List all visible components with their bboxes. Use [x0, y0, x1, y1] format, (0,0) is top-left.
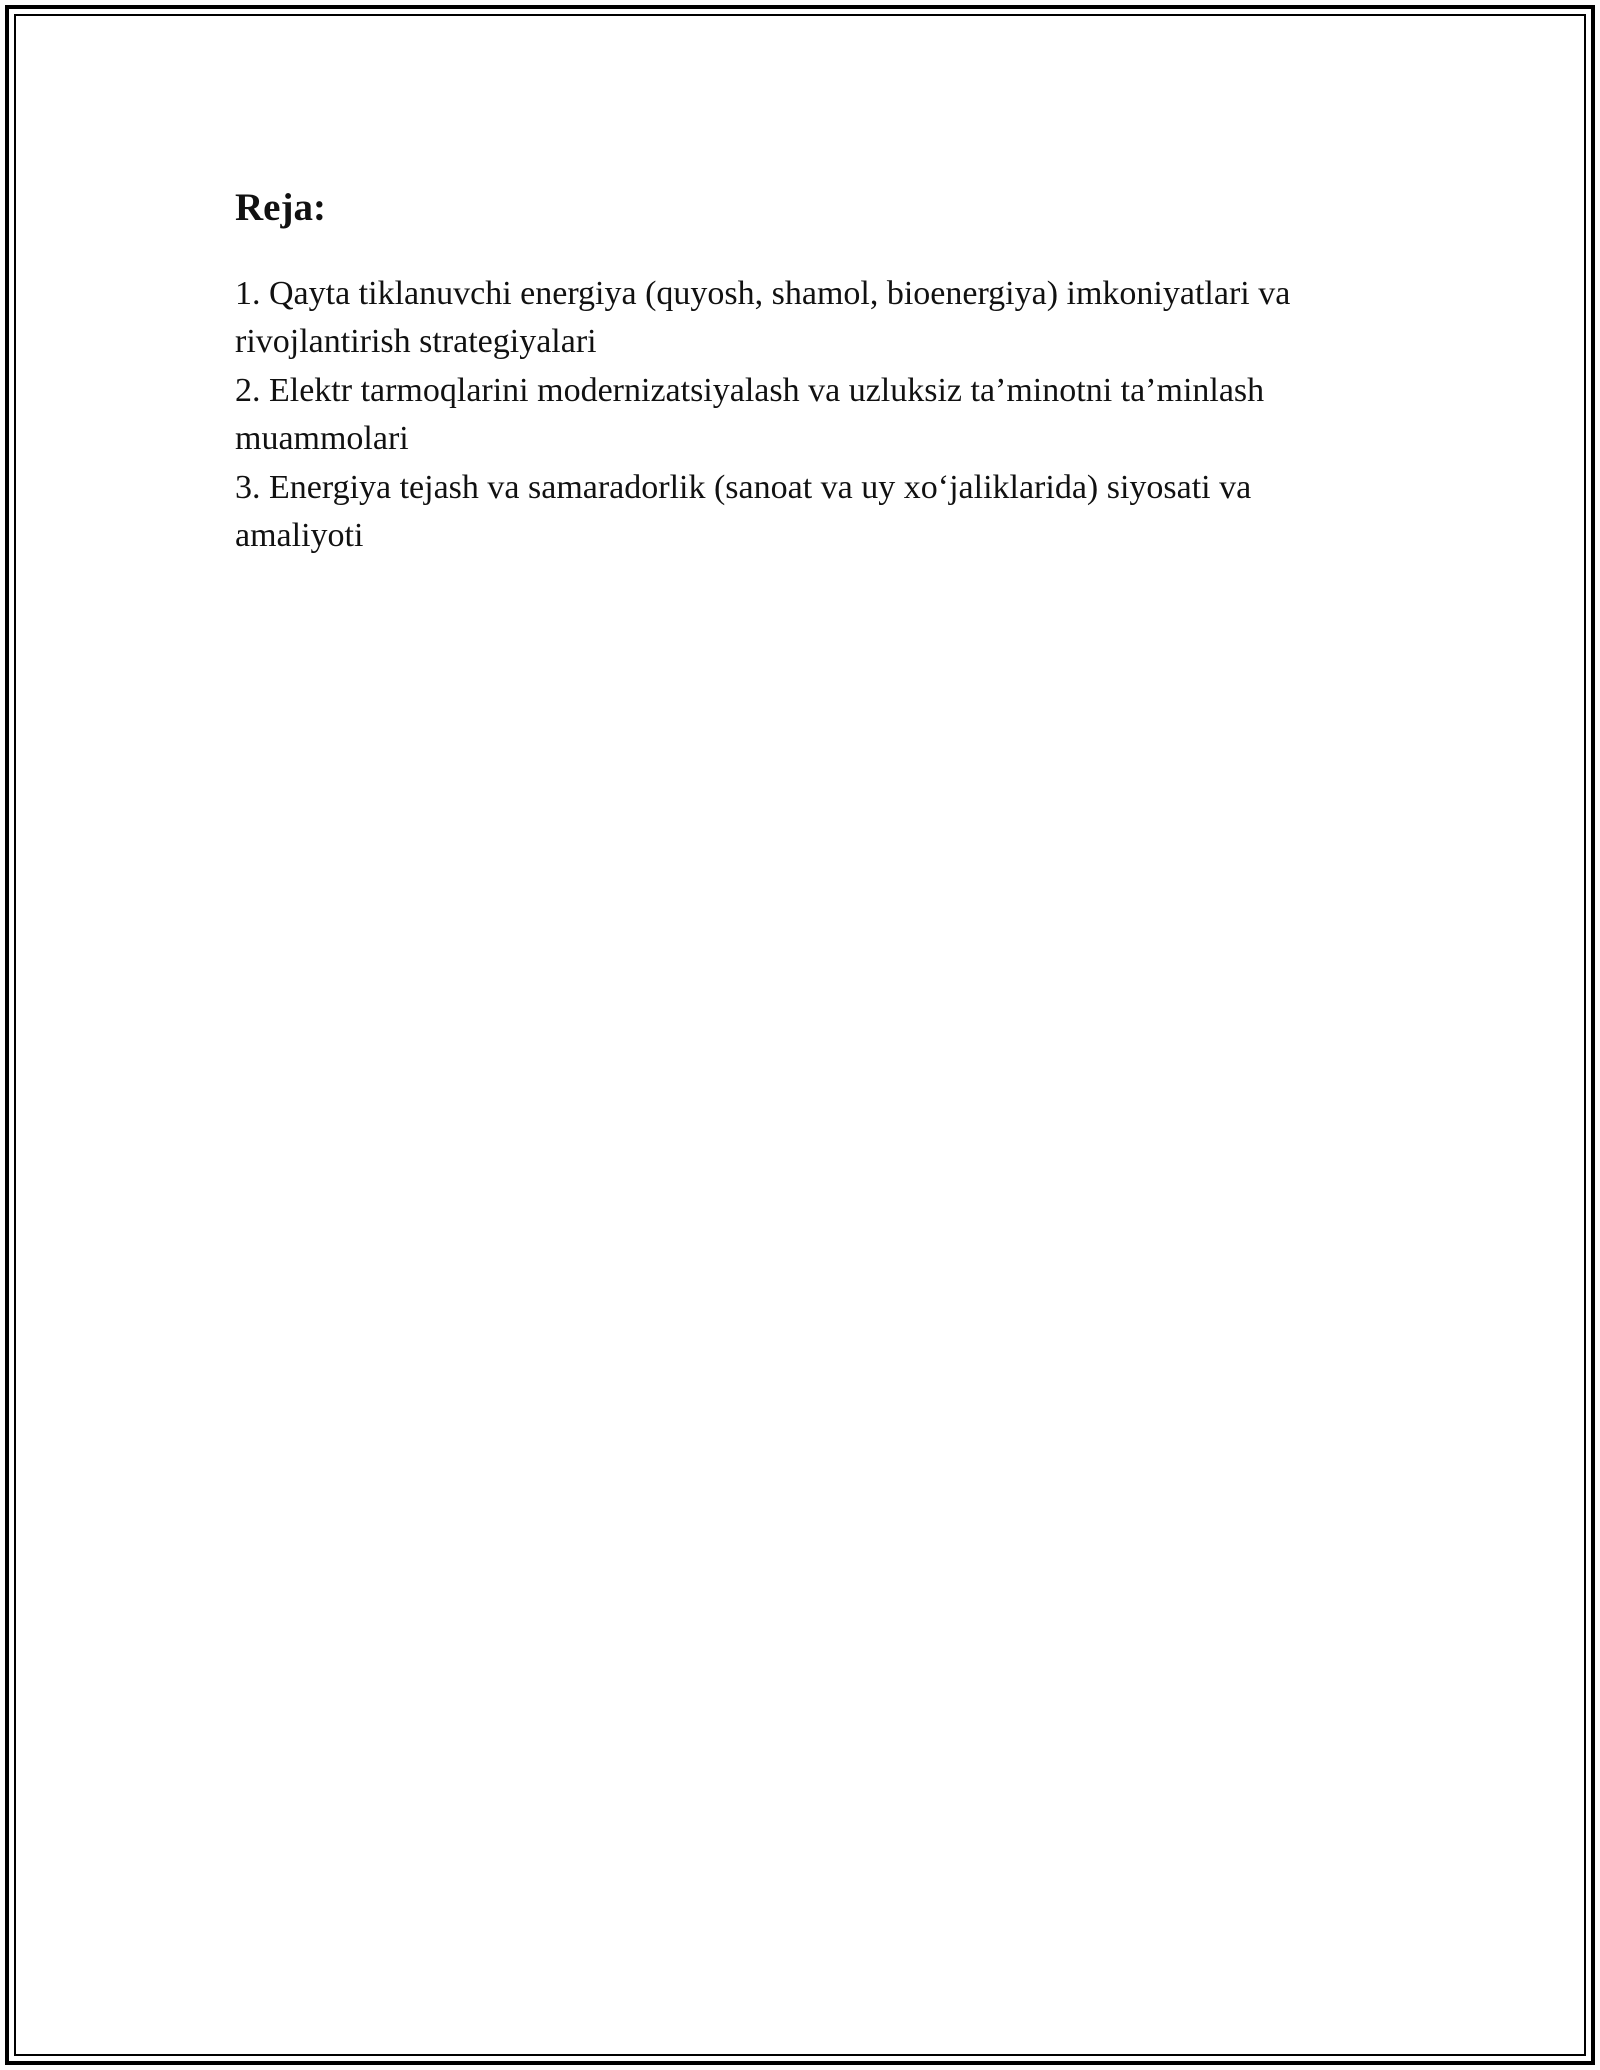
plan-heading: Reja:: [235, 186, 326, 229]
plan-item-2: 2. Elektr tarmoqlarini modernizatsiyalash va uzluksiz ta’minotni ta’minlash muammolari: [235, 371, 1265, 458]
document-content: [235, 185, 1365, 561]
plan-item-3: 3. Energiya tejash va samaradorlik (sanoat va uy xo‘jaliklarida) siyosati va amaliyoti: [235, 468, 1252, 555]
plan-item-1: 1. Qayta tiklanuvchi energiya (quyosh, shamol, bioenergiya) imkoniyatlari va rivojlantirish strategiyalari: [235, 274, 1291, 361]
plan-list: [235, 270, 1365, 561]
